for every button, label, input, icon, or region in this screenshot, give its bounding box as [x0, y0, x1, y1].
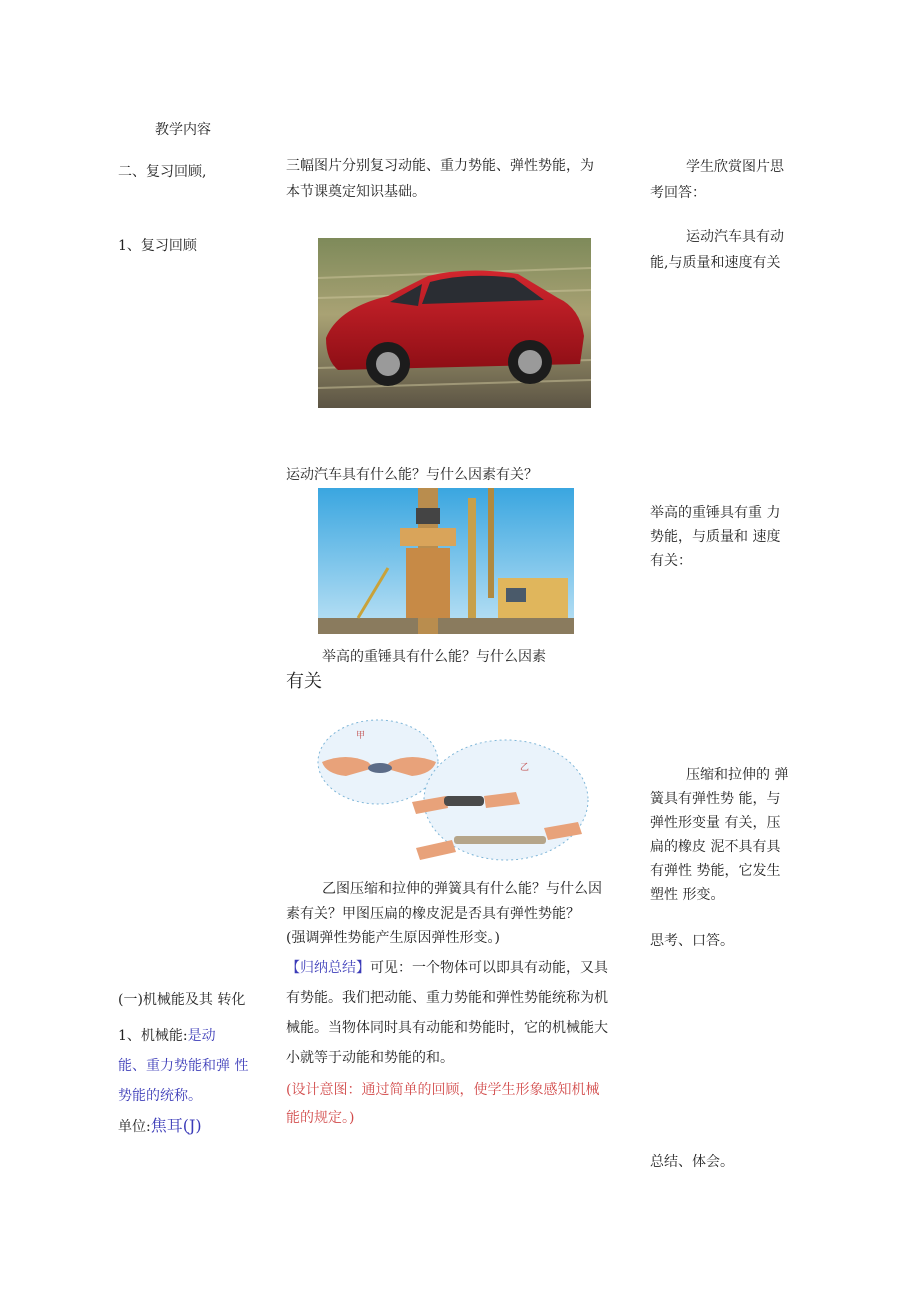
- question-hammer-line-1: 举高的重锤具有什么能？与什么因素: [322, 649, 546, 665]
- section-review-heading: 二、复习回顾,: [118, 164, 207, 180]
- pile-driver-image: [318, 488, 574, 634]
- student-answer-hammer-2: 势能，与质量和 速度: [650, 529, 781, 545]
- summary-line-4: 小就等于动能和势能的和。: [286, 1050, 454, 1066]
- student-answer-spring-4: 扁的橡皮 泥不具有具: [650, 839, 781, 855]
- question-car: 运动汽车具有什么能？与什么因素有关？: [286, 467, 538, 483]
- student-answer-spring-6: 塑性 形变。: [650, 887, 725, 903]
- column-header: 教学内容: [155, 122, 211, 138]
- design-intent-line-2: 能的规定。): [286, 1110, 355, 1126]
- summary-tag: 【归纳总结】: [286, 960, 370, 976]
- question-spring-line-3: (强调弹性势能产生原因弹性形变。): [286, 930, 500, 946]
- design-intent-line-1: (设计意图：通过简单的回顾，使学生形象感知机械: [286, 1082, 600, 1098]
- label-yi: 乙: [520, 763, 530, 773]
- student-answer-spring-1: 压缩和拉伸的 弹: [686, 767, 789, 783]
- intro-line-2: 本节课奠定知识基础。: [286, 184, 426, 200]
- student-answer-spring-3: 弹性形变量 有关，压: [650, 815, 781, 831]
- review-item-heading: 1、复习回顾: [118, 238, 197, 254]
- definition-line-3: 势能的统称。: [118, 1088, 202, 1104]
- definition-label: 1、机械能:: [118, 1028, 188, 1044]
- unit-value: 焦耳(J): [150, 1116, 202, 1135]
- student-answer-car-2: 能,与质量和速度有关: [650, 255, 781, 271]
- definition-text: 是动: [187, 1028, 216, 1044]
- student-think-answer: 思考、口答。: [650, 933, 734, 949]
- spring-image: [316, 718, 592, 866]
- student-activity-1b: 考回答：: [650, 185, 706, 201]
- label-jia: 甲: [356, 731, 366, 741]
- summary-line-3: 械能。当物体同时具有动能和势能时，它的机械能大: [286, 1020, 608, 1036]
- definition-line-1: [118, 1024, 216, 1048]
- student-activity-1a: 学生欣赏图片思: [686, 159, 784, 175]
- student-answer-spring-5: 有弹性 势能，它发生: [650, 863, 781, 879]
- question-spring-line-1: 乙图压缩和拉伸的弹簧具有什么能？与什么因: [322, 881, 602, 897]
- summary-line-2: 有势能。我们把动能、重力势能和弹性势能统称为机: [286, 990, 608, 1006]
- question-hammer-line-2: 有关: [286, 671, 322, 692]
- student-answer-hammer-1: 举高的重锤具有重 力: [650, 505, 781, 521]
- student-answer-car-1: 运动汽车具有动: [686, 229, 784, 245]
- unit-line: [118, 1114, 202, 1139]
- student-answer-hammer-3: 有关：: [650, 553, 692, 569]
- intro-line-1: 三幅图片分别复习动能、重力势能、弹性势能，为: [286, 158, 594, 174]
- question-spring-line-2: 素有关？甲图压扁的橡皮泥是否具有弹性势能？: [286, 906, 580, 922]
- car-image: [318, 238, 591, 408]
- student-answer-spring-2: 簧具有弹性势 能，与: [650, 791, 781, 807]
- summary-text-1: 可见：一个物体可以即具有动能，又具: [370, 960, 608, 976]
- unit-label: 单位:: [118, 1119, 151, 1135]
- mechanical-energy-heading: (一)机械能及其 转化: [118, 992, 246, 1008]
- student-summarize: 总结、体会。: [650, 1154, 734, 1170]
- definition-line-2: 能、重力势能和弹 性: [118, 1058, 249, 1074]
- summary-line-1: [286, 956, 608, 980]
